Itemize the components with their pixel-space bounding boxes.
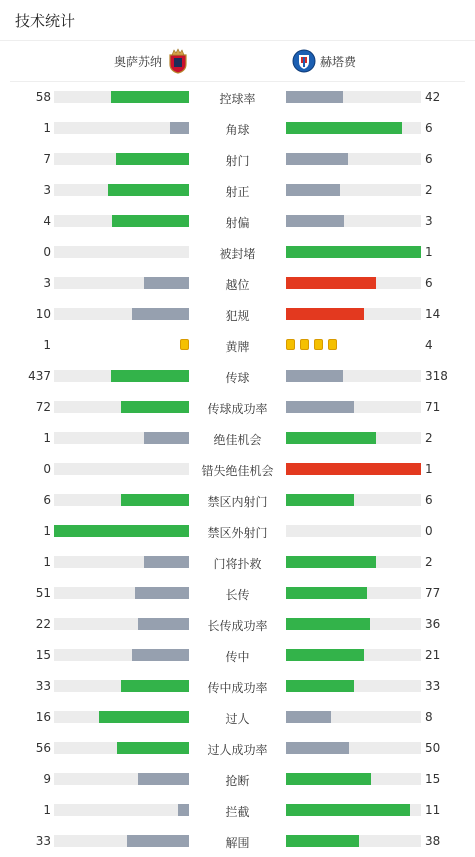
stat-label: 拦截 bbox=[225, 805, 250, 819]
stat-bar-fill bbox=[144, 556, 189, 568]
yellow-card-icon bbox=[314, 339, 323, 350]
home-stat-bar bbox=[54, 618, 189, 630]
away-stat-value: 33 bbox=[425, 679, 441, 693]
stat-bar-fill bbox=[99, 711, 189, 723]
stat-bar-fill bbox=[286, 432, 376, 444]
away-stat-bar bbox=[286, 773, 421, 785]
away-stat-value: 1 bbox=[425, 462, 433, 476]
home-stat-bar bbox=[54, 432, 189, 444]
stat-bar-fill bbox=[138, 773, 189, 785]
stat-row bbox=[0, 732, 475, 763]
away-stat-value: 15 bbox=[425, 772, 441, 786]
stat-label: 解围 bbox=[225, 836, 250, 850]
stat-bar-fill bbox=[286, 401, 354, 413]
away-stat-bar bbox=[286, 742, 421, 754]
home-stat-value: 1 bbox=[43, 338, 51, 352]
stat-label: 过人成功率 bbox=[207, 743, 268, 757]
away-stat-value: 38 bbox=[425, 834, 441, 848]
stat-label: 抢断 bbox=[225, 774, 250, 788]
home-stat-bar bbox=[54, 525, 189, 537]
stat-bar-fill bbox=[117, 742, 189, 754]
home-team-name: 奥萨苏纳 bbox=[113, 55, 162, 69]
home-stat-bar bbox=[54, 215, 189, 227]
home-stat-value: 58 bbox=[35, 90, 51, 104]
stat-row bbox=[0, 546, 475, 577]
yellow-card-icon bbox=[180, 339, 189, 350]
home-stat-value: 7 bbox=[43, 152, 51, 166]
stat-label: 角球 bbox=[225, 123, 250, 137]
home-stat-value: 9 bbox=[43, 772, 51, 786]
home-stat-bar bbox=[54, 680, 189, 692]
away-stat-bar bbox=[286, 649, 421, 661]
home-stat-bar bbox=[54, 153, 189, 165]
stat-row bbox=[0, 763, 475, 794]
stat-label: 传中 bbox=[225, 650, 250, 664]
away-stat-value: 71 bbox=[425, 400, 441, 414]
stat-bar-fill bbox=[286, 122, 402, 134]
stat-bar-fill bbox=[286, 184, 340, 196]
stat-bar-fill bbox=[132, 649, 189, 661]
away-stat-bar bbox=[286, 587, 421, 599]
home-stat-value: 0 bbox=[43, 462, 51, 476]
home-stat-bar bbox=[54, 649, 189, 661]
team-header bbox=[0, 46, 475, 78]
stat-bar-fill bbox=[286, 246, 421, 258]
stat-bar-fill bbox=[286, 494, 354, 506]
stat-label: 过人 bbox=[225, 712, 250, 726]
stat-row bbox=[0, 825, 475, 856]
stat-bar-fill bbox=[111, 370, 189, 382]
home-stat-bar bbox=[54, 122, 189, 134]
stat-row bbox=[0, 577, 475, 608]
stat-label: 禁区外射门 bbox=[207, 526, 268, 540]
stat-row bbox=[0, 360, 475, 391]
stat-bar-fill bbox=[135, 587, 189, 599]
away-stat-bar bbox=[286, 370, 421, 382]
home-stat-value: 51 bbox=[35, 586, 51, 600]
home-stat-value: 22 bbox=[35, 617, 51, 631]
stat-row bbox=[0, 205, 475, 236]
away-stat-value: 6 bbox=[425, 493, 433, 507]
stat-bar-fill bbox=[121, 401, 189, 413]
away-stat-value: 50 bbox=[425, 741, 441, 755]
stat-label: 被封堵 bbox=[219, 247, 256, 261]
away-stat-value: 4 bbox=[425, 338, 433, 352]
away-stat-bar bbox=[286, 680, 421, 692]
stat-bar-fill bbox=[286, 587, 367, 599]
stat-label: 绝佳机会 bbox=[213, 433, 262, 447]
away-stat-value: 3 bbox=[425, 214, 433, 228]
away-stat-bar bbox=[286, 804, 421, 816]
home-stat-value: 16 bbox=[35, 710, 51, 724]
home-stat-value: 33 bbox=[35, 834, 51, 848]
stat-bar-fill bbox=[286, 680, 354, 692]
stat-row bbox=[0, 112, 475, 143]
home-stat-value: 1 bbox=[43, 121, 51, 135]
stat-row bbox=[0, 174, 475, 205]
stat-bar-fill bbox=[178, 804, 189, 816]
away-stat-value: 8 bbox=[425, 710, 433, 724]
home-stat-value: 56 bbox=[35, 741, 51, 755]
stat-label: 传球 bbox=[225, 371, 250, 385]
stat-row bbox=[0, 453, 475, 484]
stat-bar-fill bbox=[286, 277, 376, 289]
stat-label: 射偏 bbox=[225, 216, 250, 230]
home-stat-bar bbox=[54, 835, 189, 847]
home-stat-bar bbox=[54, 91, 189, 103]
away-stat-bar bbox=[286, 215, 421, 227]
away-stat-bar bbox=[286, 153, 421, 165]
stat-bar-fill bbox=[286, 742, 349, 754]
stat-row bbox=[0, 701, 475, 732]
stat-bar-fill bbox=[286, 773, 371, 785]
stat-label: 错失绝佳机会 bbox=[201, 464, 274, 478]
stat-bar-fill bbox=[170, 122, 189, 134]
stat-label: 射正 bbox=[225, 185, 250, 199]
stat-bar-fill bbox=[286, 618, 370, 630]
away-stat-value: 318 bbox=[425, 369, 448, 383]
home-stat-bar bbox=[54, 184, 189, 196]
stat-label: 犯规 bbox=[225, 309, 250, 323]
away-stat-value: 0 bbox=[425, 524, 433, 538]
stat-label: 门将扑救 bbox=[213, 557, 262, 571]
divider bbox=[0, 40, 475, 41]
home-stat-bar bbox=[54, 711, 189, 723]
away-stat-bar bbox=[286, 494, 421, 506]
stat-bar-fill bbox=[132, 308, 189, 320]
home-stat-value: 15 bbox=[35, 648, 51, 662]
stat-label: 黄牌 bbox=[225, 340, 250, 354]
stat-bar-fill bbox=[144, 277, 189, 289]
home-stat-value: 72 bbox=[35, 400, 51, 414]
away-stat-value: 77 bbox=[425, 586, 441, 600]
away-stat-bar bbox=[286, 835, 421, 847]
stat-bar-fill bbox=[286, 556, 376, 568]
stat-bar-fill bbox=[127, 835, 189, 847]
away-stat-bar bbox=[286, 184, 421, 196]
stat-label: 长传 bbox=[225, 588, 250, 602]
stat-bar-fill bbox=[108, 184, 189, 196]
home-stat-bar bbox=[54, 742, 189, 754]
yellow-card-icon bbox=[300, 339, 309, 350]
away-stat-value: 6 bbox=[425, 121, 433, 135]
away-stat-value: 36 bbox=[425, 617, 441, 631]
stat-label: 禁区内射门 bbox=[207, 495, 268, 509]
stat-label: 射门 bbox=[225, 154, 250, 168]
away-stat-bar bbox=[286, 246, 421, 258]
stat-bar-fill bbox=[286, 804, 410, 816]
away-stat-value: 2 bbox=[425, 555, 433, 569]
stat-bar-fill bbox=[286, 463, 421, 475]
stat-bar-fill bbox=[121, 680, 189, 692]
away-yellow-cards bbox=[286, 339, 342, 351]
home-stat-value: 33 bbox=[35, 679, 51, 693]
stat-bar-fill bbox=[286, 711, 331, 723]
stat-bar-fill bbox=[112, 215, 189, 227]
home-yellow-cards bbox=[175, 339, 189, 351]
away-stat-value: 21 bbox=[425, 648, 441, 662]
away-stat-value: 2 bbox=[425, 183, 433, 197]
away-stat-bar bbox=[286, 556, 421, 568]
stat-bar-fill bbox=[286, 649, 364, 661]
away-stat-bar bbox=[286, 525, 421, 537]
home-stat-value: 1 bbox=[43, 431, 51, 445]
stat-row bbox=[0, 484, 475, 515]
stat-row bbox=[0, 794, 475, 825]
stat-label: 长传成功率 bbox=[207, 619, 268, 633]
away-stat-bar bbox=[286, 277, 421, 289]
stat-label: 控球率 bbox=[219, 92, 256, 106]
home-stat-bar bbox=[54, 494, 189, 506]
stat-bar-fill bbox=[54, 525, 189, 537]
away-stat-bar bbox=[286, 432, 421, 444]
home-stat-bar bbox=[54, 804, 189, 816]
stat-row bbox=[0, 298, 475, 329]
stat-row bbox=[0, 267, 475, 298]
away-stat-bar bbox=[286, 463, 421, 475]
home-stat-bar bbox=[54, 308, 189, 320]
stat-row bbox=[0, 391, 475, 422]
home-stat-bar bbox=[54, 401, 189, 413]
home-stat-value: 3 bbox=[43, 276, 51, 290]
stat-row bbox=[0, 608, 475, 639]
stat-row bbox=[0, 639, 475, 670]
yellow-card-icon bbox=[286, 339, 295, 350]
stat-bar-fill bbox=[116, 153, 189, 165]
away-stat-bar bbox=[286, 308, 421, 320]
home-stat-value: 10 bbox=[35, 307, 51, 321]
stat-row bbox=[0, 515, 475, 546]
away-stat-bar bbox=[286, 122, 421, 134]
away-stat-bar bbox=[286, 91, 421, 103]
stat-row bbox=[0, 422, 475, 453]
away-team-name: 赫塔费 bbox=[320, 55, 357, 69]
home-stat-bar bbox=[54, 370, 189, 382]
home-stat-bar bbox=[54, 277, 189, 289]
home-stat-bar bbox=[54, 773, 189, 785]
stat-row bbox=[0, 670, 475, 701]
stat-bar-fill bbox=[286, 91, 343, 103]
page-title: 技术统计 bbox=[15, 12, 76, 30]
away-stat-value: 6 bbox=[425, 276, 433, 290]
stat-bar-fill bbox=[138, 618, 189, 630]
yellow-card-icon bbox=[328, 339, 337, 350]
getafe-crest-icon bbox=[292, 49, 316, 73]
away-stat-value: 6 bbox=[425, 152, 433, 166]
stat-row bbox=[0, 329, 475, 360]
stat-bar-fill bbox=[286, 308, 364, 320]
stat-bar-fill bbox=[286, 215, 344, 227]
away-stat-bar bbox=[286, 618, 421, 630]
home-stat-value: 1 bbox=[43, 524, 51, 538]
home-stat-value: 6 bbox=[43, 493, 51, 507]
stat-bar-fill bbox=[111, 91, 189, 103]
stat-label: 传球成功率 bbox=[207, 402, 268, 416]
stat-bar-fill bbox=[144, 432, 189, 444]
home-stat-bar bbox=[54, 246, 189, 258]
home-stat-value: 1 bbox=[43, 803, 51, 817]
away-stat-value: 42 bbox=[425, 90, 441, 104]
home-stat-value: 0 bbox=[43, 245, 51, 259]
stat-bar-fill bbox=[286, 153, 348, 165]
away-stat-value: 1 bbox=[425, 245, 433, 259]
stat-label: 越位 bbox=[225, 278, 250, 292]
home-stat-value: 437 bbox=[28, 369, 51, 383]
stat-label: 传中成功率 bbox=[207, 681, 268, 695]
away-stat-value: 11 bbox=[425, 803, 441, 817]
stat-bar-fill bbox=[286, 835, 359, 847]
home-stat-bar bbox=[54, 556, 189, 568]
home-stat-value: 1 bbox=[43, 555, 51, 569]
away-stat-bar bbox=[286, 711, 421, 723]
away-stat-bar bbox=[286, 401, 421, 413]
home-stat-bar bbox=[54, 463, 189, 475]
away-stat-value: 14 bbox=[425, 307, 441, 321]
away-stat-value: 2 bbox=[425, 431, 433, 445]
home-stat-value: 4 bbox=[43, 214, 51, 228]
stat-bar-fill bbox=[286, 370, 343, 382]
home-stat-value: 3 bbox=[43, 183, 51, 197]
osasuna-crest-icon bbox=[167, 48, 189, 74]
stats-list bbox=[0, 81, 475, 856]
stat-row bbox=[0, 81, 475, 112]
home-stat-bar bbox=[54, 587, 189, 599]
stat-row bbox=[0, 236, 475, 267]
stat-bar-fill bbox=[121, 494, 189, 506]
stat-row bbox=[0, 143, 475, 174]
